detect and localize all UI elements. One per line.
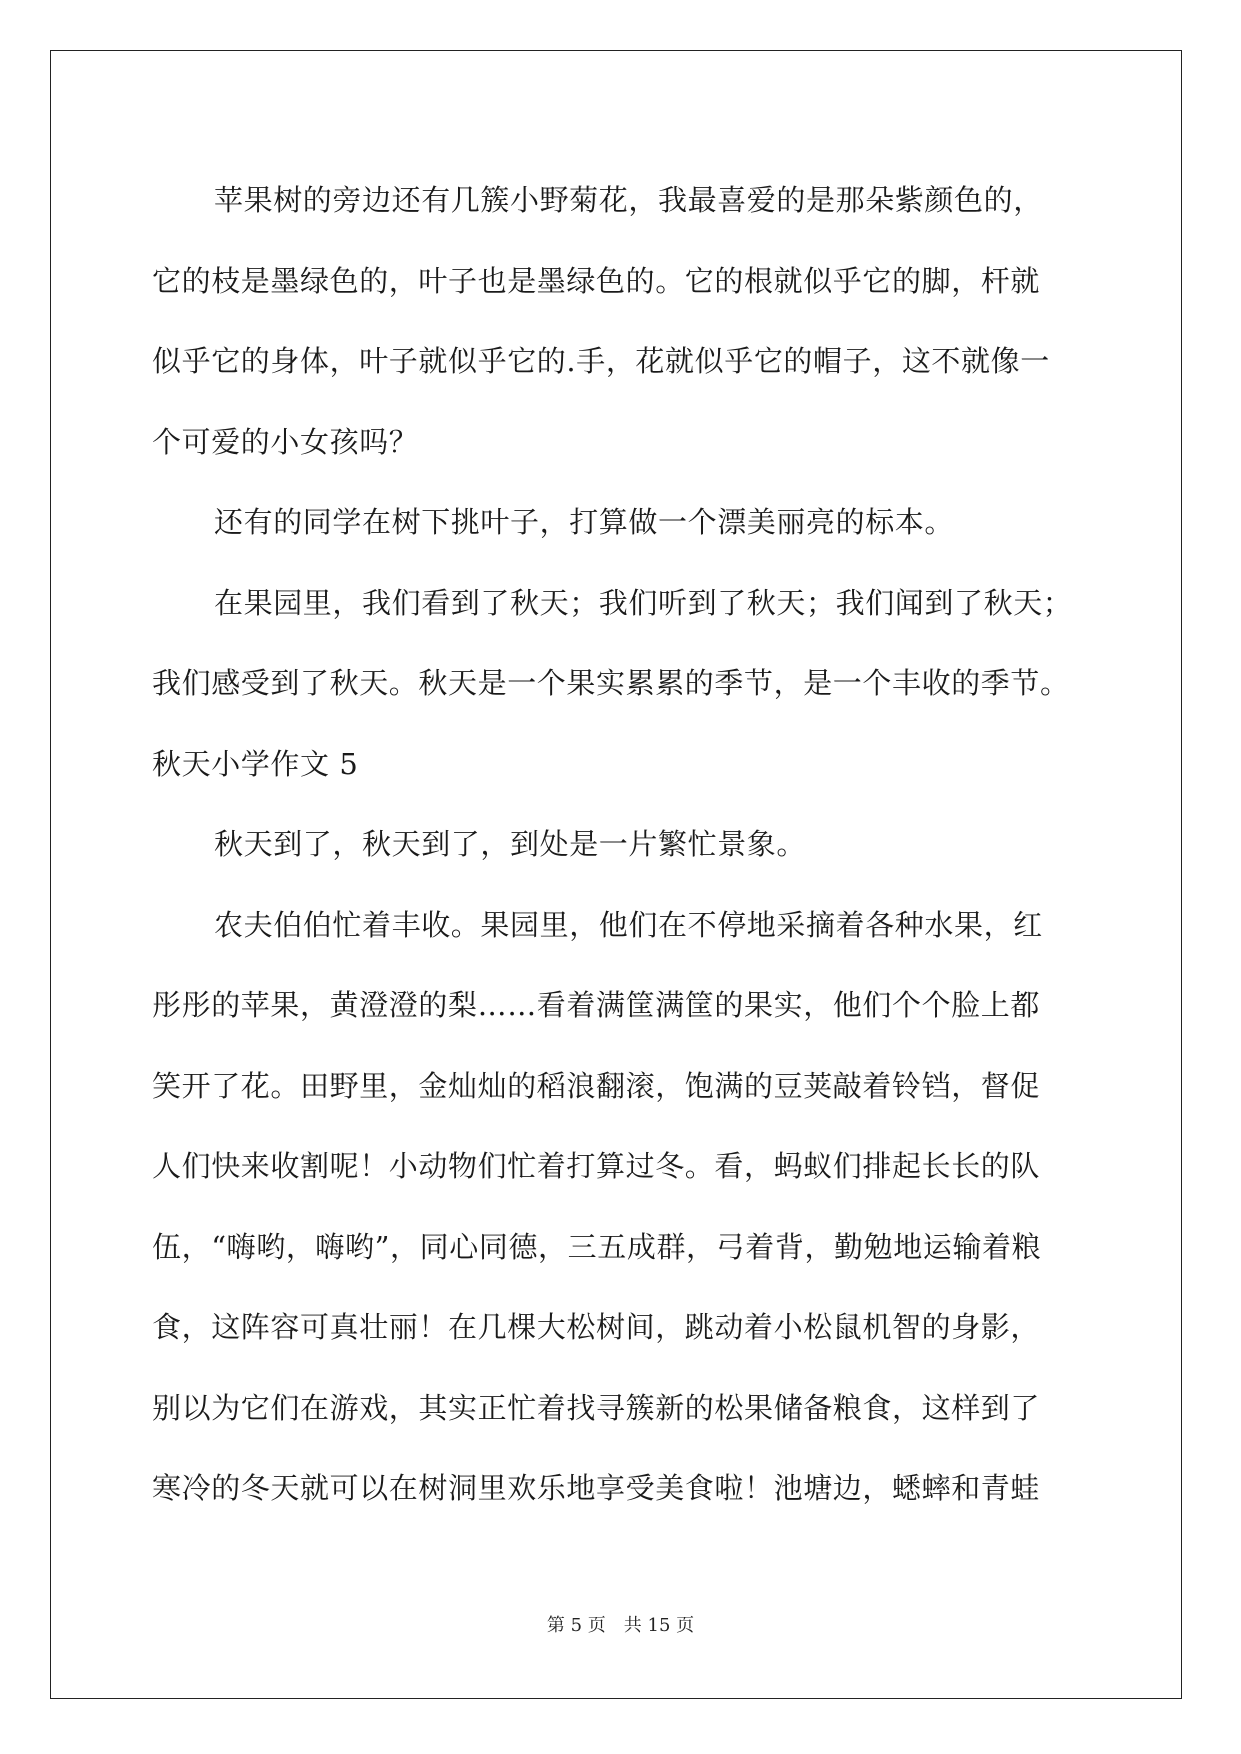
paragraph-line: 食，这阵容可真壮丽！在几棵大松树间，跳动着小松鼠机智的身影， bbox=[152, 1310, 1041, 1344]
paragraph-line: 彤彤的苹果，黄澄澄的梨……看着满筐满筐的果实，他们个个脸上都 bbox=[152, 988, 1041, 1022]
paragraph-line: 似乎它的身体，叶子就似乎它的.手，花就似乎它的帽子，这不就像一 bbox=[152, 344, 1050, 378]
paragraph-line: 寒冷的冬天就可以在树洞里欢乐地享受美食啦！池塘边，蟋蟀和青蛙 bbox=[152, 1471, 1041, 1505]
page-number-footer: 第 5 页 共 15 页 bbox=[546, 1615, 695, 1636]
paragraph-line: 人们快来收割呢！小动物们忙着打算过冬。看，蚂蚁们排起长长的队 bbox=[152, 1149, 1041, 1183]
paragraph-line: 农夫伯伯忙着丰收。果园里，他们在不停地采摘着各种水果，红 bbox=[214, 907, 1043, 942]
section-heading: 秋天小学作文 5 bbox=[152, 746, 359, 781]
paragraph-line: 个可爱的小女孩吗？ bbox=[152, 424, 419, 459]
paragraph-line: 笑开了花。田野里，金灿灿的稻浪翻滚，饱满的豆荚敲着铃铛，督促 bbox=[152, 1068, 1041, 1103]
paragraph-line: 苹果树的旁边还有几簇小野菊花，我最喜爱的是那朵紫颜色的， bbox=[214, 183, 1043, 217]
document-body bbox=[152, 160, 1092, 1529]
paragraph-line: 它的枝是墨绿色的，叶子也是墨绿色的。它的根就似乎它的脚，杆就 bbox=[152, 263, 1041, 298]
paragraph-line: 别以为它们在游戏，其实正忙着找寻簇新的松果储备粮食，这样到了 bbox=[152, 1390, 1041, 1425]
paragraph-line: 在果园里，我们看到了秋天；我们听到了秋天；我们闻到了秋天； bbox=[214, 585, 1073, 620]
paragraph-line: 我们感受到了秋天。秋天是一个果实累累的季节，是一个丰收的季节。 bbox=[152, 666, 1070, 700]
paragraph-line: 秋天到了，秋天到了，到处是一片繁忙景象。 bbox=[214, 827, 807, 861]
paragraph-line: 伍，“嗨哟，嗨哟”，同心同德，三五成群，弓着背，勤勉地运输着粮 bbox=[152, 1229, 1042, 1264]
paragraph-line: 还有的同学在树下挑叶子，打算做一个漂美丽亮的标本。 bbox=[214, 505, 955, 539]
